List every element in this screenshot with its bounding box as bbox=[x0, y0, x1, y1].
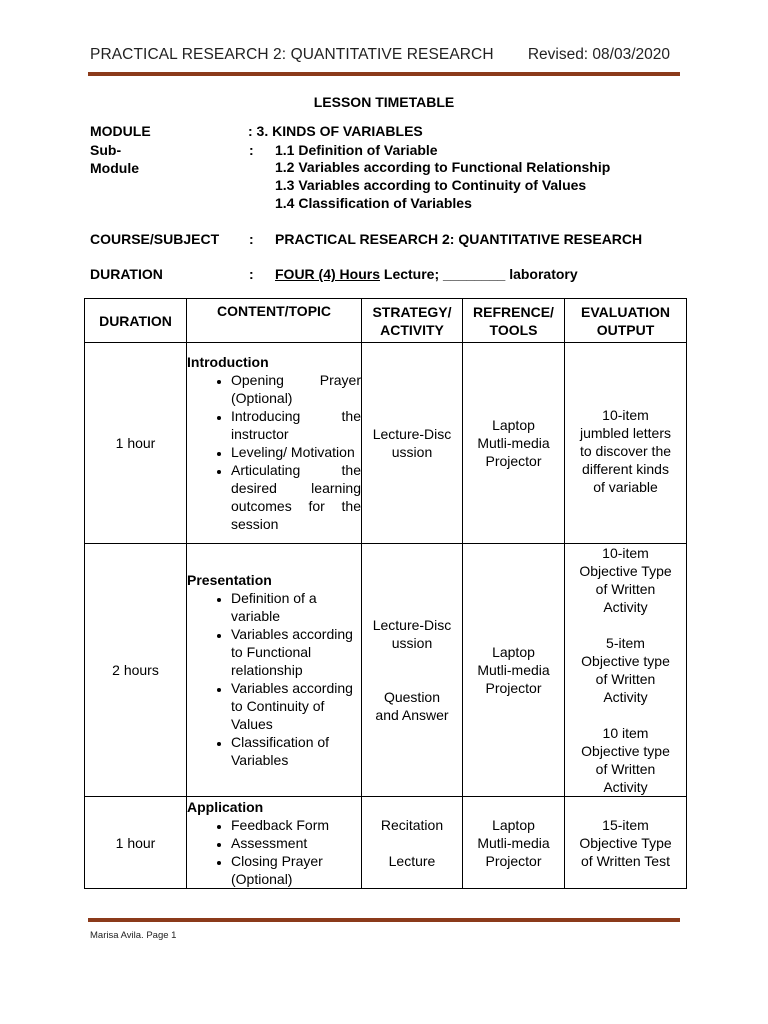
lesson-timetable bbox=[84, 298, 687, 889]
section-title: Introduction bbox=[187, 354, 269, 370]
duration-label: DURATION bbox=[90, 266, 163, 282]
header-duration: DURATION bbox=[85, 299, 187, 343]
list-item: • Variables according to Continuity of Values bbox=[231, 679, 361, 733]
list-item: • Definition of a variable bbox=[231, 589, 361, 625]
header-content: CONTENT/TOPIC bbox=[187, 299, 362, 343]
submodule-item: 1.1 Definition of Variable bbox=[275, 142, 438, 158]
header-strategy: STRATEGY/ ACTIVITY bbox=[362, 299, 463, 343]
table-row bbox=[85, 544, 687, 797]
list-item: • Leveling/ Motivation bbox=[231, 443, 361, 461]
list-item: • Variables according to Functional relationship bbox=[231, 625, 361, 679]
section-title: Application bbox=[187, 798, 264, 815]
submodule-item: 1.2 Variables according to Functional Relationship bbox=[275, 159, 611, 175]
header-rule bbox=[88, 72, 680, 76]
row-content bbox=[187, 343, 362, 544]
submodule-item: 1.3 Variables according to Continuity of Values bbox=[275, 177, 587, 193]
topic-list bbox=[187, 816, 361, 888]
topic-list bbox=[187, 371, 361, 533]
row-evaluation: 10-item jumbled letters to discover the different kinds of variable bbox=[565, 343, 687, 544]
row-duration: 1 hour bbox=[85, 797, 187, 889]
topic-list bbox=[187, 589, 361, 769]
page-footer: Marisa Avila. Page 1 bbox=[90, 930, 177, 941]
list-item: • Assessment bbox=[231, 834, 361, 852]
module-value: : 3. KINDS OF VARIABLES bbox=[248, 123, 423, 139]
duration-hours: FOUR (4) Hours bbox=[275, 266, 380, 282]
list-item: • Feedback Form bbox=[231, 816, 361, 834]
course-value: PRACTICAL RESEARCH 2: QUANTITATIVE RESEARCH bbox=[275, 231, 643, 247]
row-duration: 1 hour bbox=[85, 343, 187, 544]
row-strategy: Recitation Lecture bbox=[362, 797, 463, 889]
footer-rule bbox=[88, 918, 680, 922]
submodule-item: 1.4 Classification of Variables bbox=[275, 195, 472, 211]
list-item: • Introducing the instructor bbox=[231, 407, 361, 443]
module-label: MODULE bbox=[90, 123, 151, 139]
row-strategy: Lecture-Disc ussion Question and Answer bbox=[362, 544, 463, 797]
list-item: • Closing Prayer (Optional) bbox=[231, 852, 361, 888]
header-evaluation: EVALUATION OUTPUT bbox=[565, 299, 687, 343]
page-header bbox=[90, 46, 674, 68]
header-revised-date: Revised: 08/03/2020 bbox=[527, 46, 670, 63]
duration-colon: : bbox=[249, 266, 254, 282]
list-item: • Opening Prayer (Optional) bbox=[231, 371, 361, 407]
row-duration: 2 hours bbox=[85, 544, 187, 797]
duration-lab: Lecture; ________ laboratory bbox=[380, 266, 578, 282]
duration-value bbox=[275, 266, 578, 284]
table-row bbox=[85, 797, 687, 889]
row-tools: Laptop Mutli-media Projector bbox=[463, 544, 565, 797]
row-content bbox=[187, 797, 362, 889]
table-header-row bbox=[85, 299, 687, 343]
row-evaluation: 15-item Objective Type of Written Test bbox=[565, 797, 687, 889]
row-evaluation: 10-item Objective Type of Written Activity 5-item Objective type of Written Activity 10 item Objective type of Written Activity bbox=[565, 544, 687, 797]
row-content bbox=[187, 544, 362, 797]
header-reference: REFRENCE/ TOOLS bbox=[463, 299, 565, 343]
submodule-colon: : bbox=[249, 142, 254, 158]
row-tools: Laptop Mutli-media Projector bbox=[463, 797, 565, 889]
section-title: Presentation bbox=[187, 572, 272, 588]
submodule-label: Sub-Module bbox=[90, 142, 139, 176]
row-strategy: Lecture-Disc ussion bbox=[362, 343, 463, 544]
table-row bbox=[85, 343, 687, 544]
header-subject: PRACTICAL RESEARCH 2: QUANTITATIVE RESEARCH bbox=[90, 46, 494, 63]
row-tools: Laptop Mutli-media Projector bbox=[463, 343, 565, 544]
list-item: • Classification of Variables bbox=[231, 733, 361, 769]
page-title: LESSON TIMETABLE bbox=[313, 94, 455, 110]
course-label: COURSE/SUBJECT bbox=[90, 231, 220, 247]
list-item: • Articulating the desired learning outcomes for the session bbox=[231, 461, 361, 533]
course-colon: : bbox=[249, 231, 254, 247]
